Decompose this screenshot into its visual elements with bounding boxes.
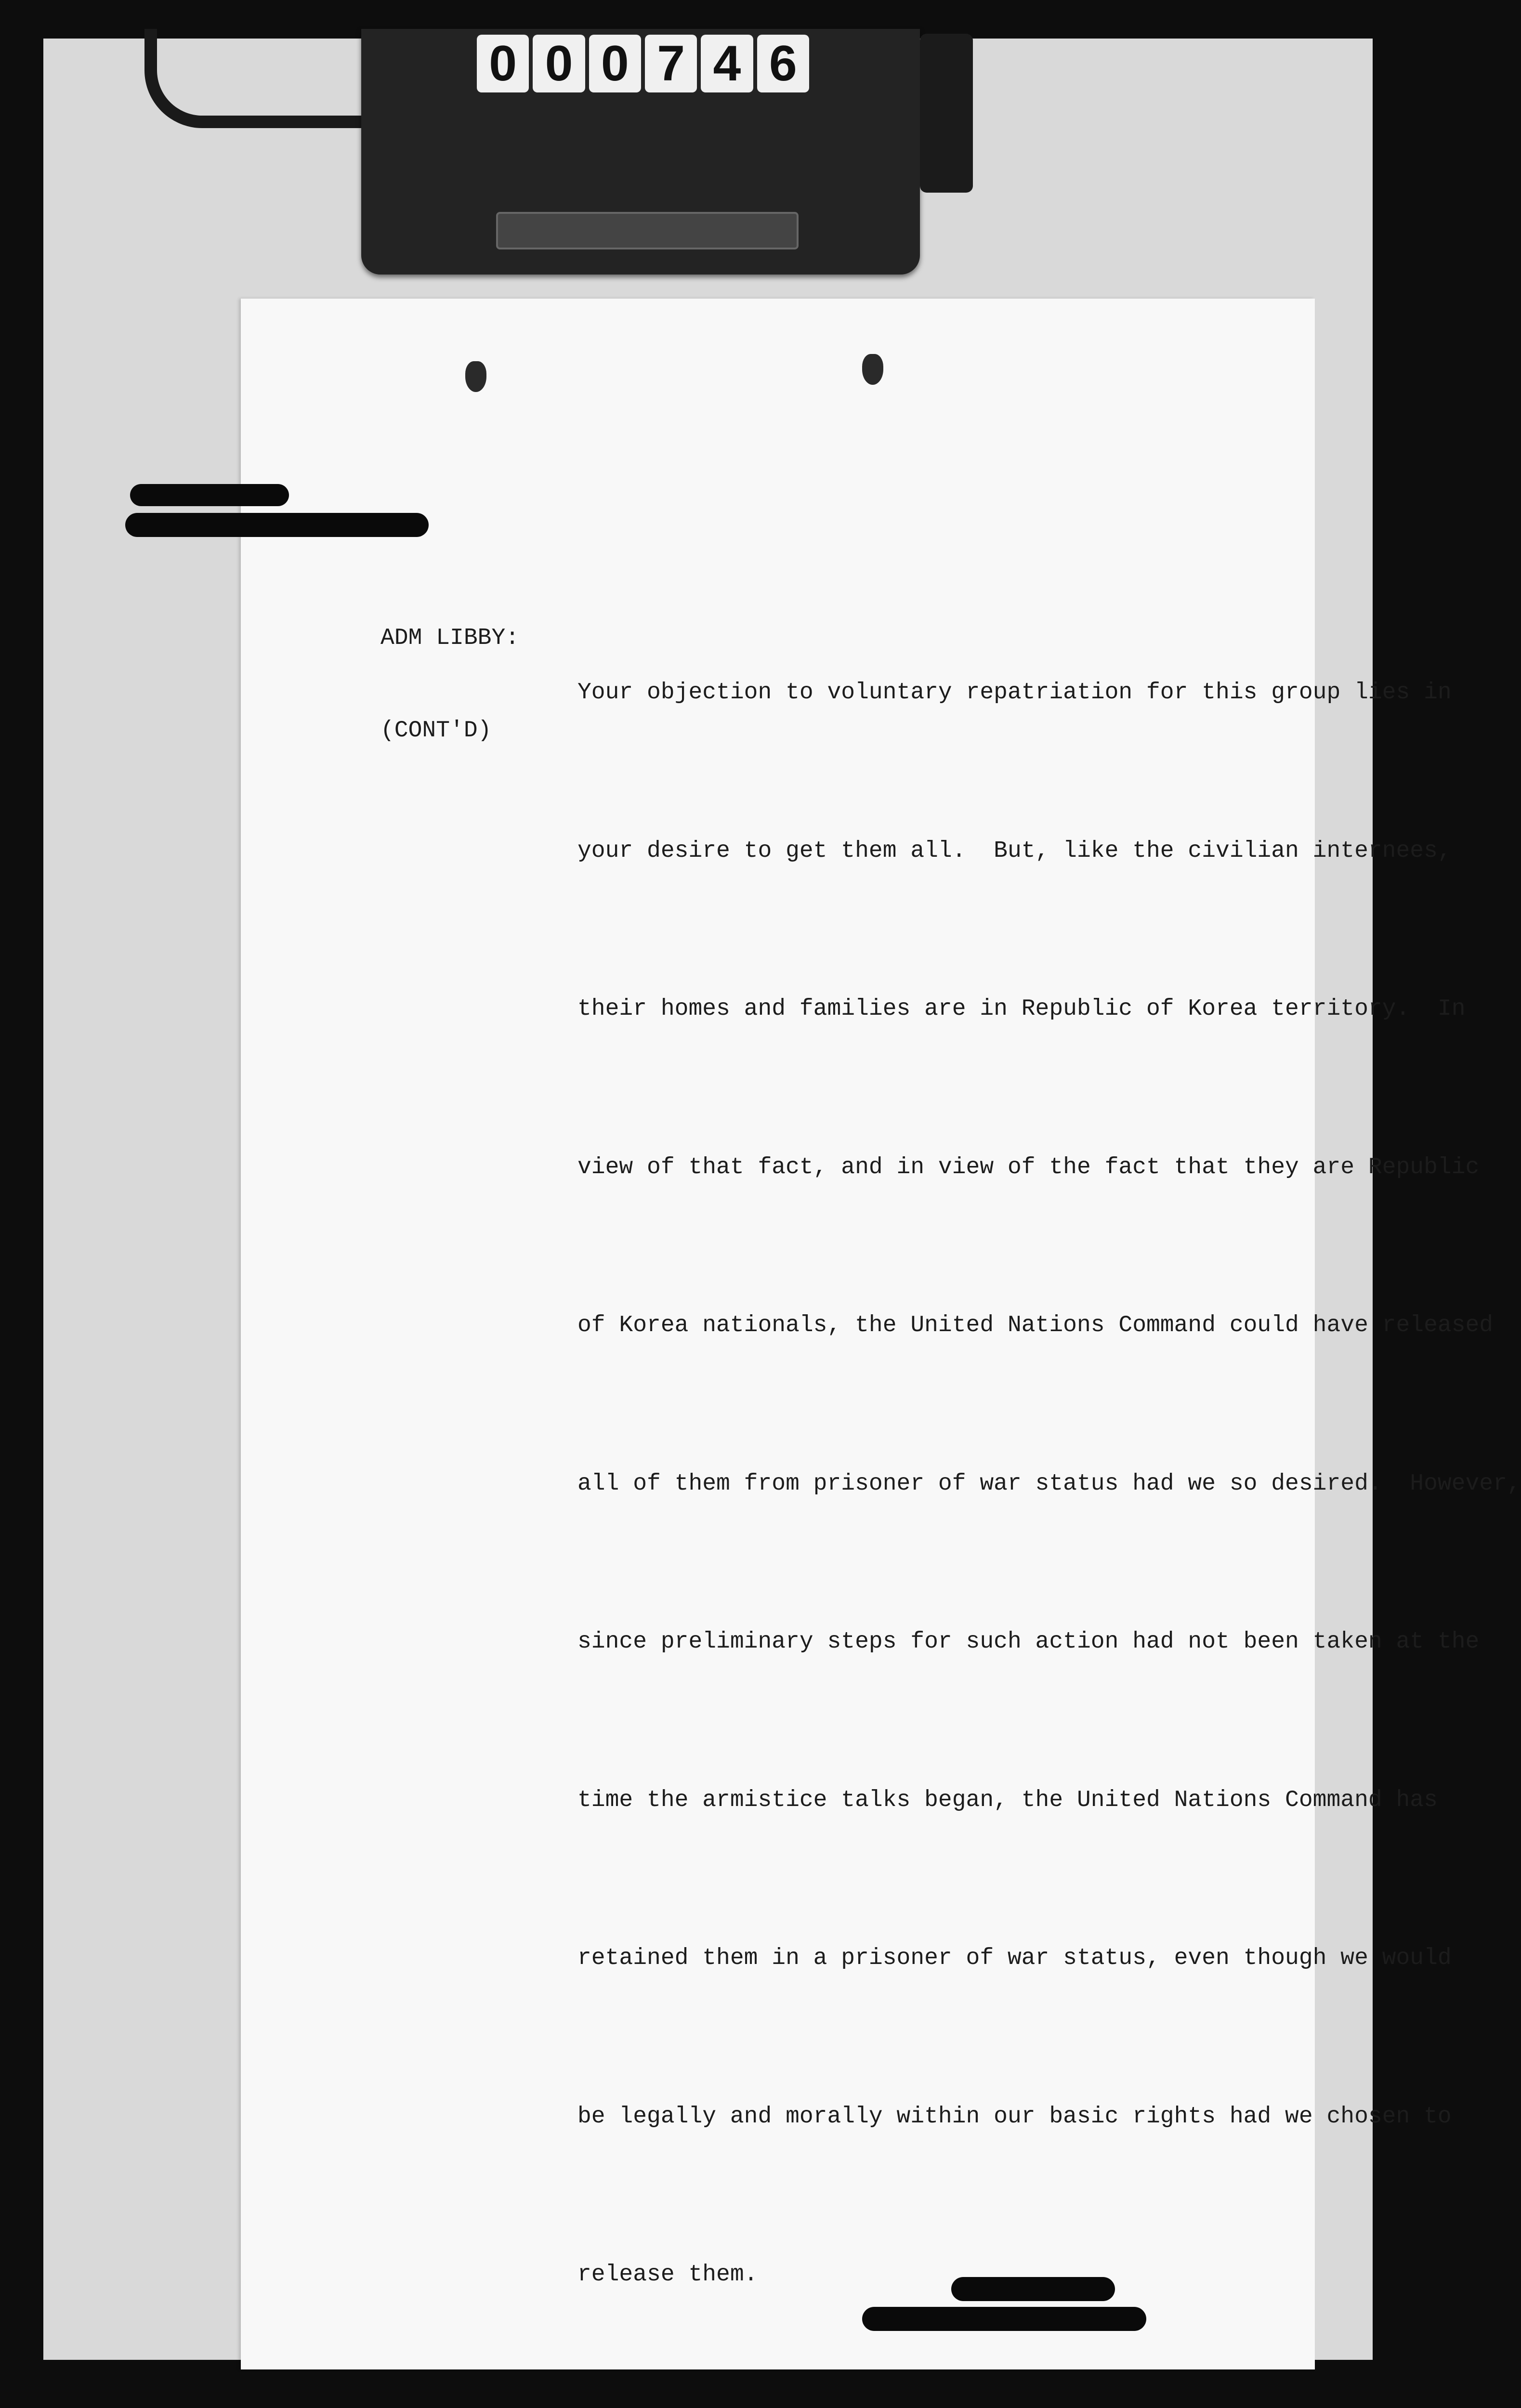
redaction-mark xyxy=(130,484,289,506)
text-line: retained them in a prisoner of war status, even though we would xyxy=(577,1932,1473,1985)
text-line: time the armistice talks began, the United Nations Command has xyxy=(577,1774,1473,1827)
transcript-body xyxy=(577,561,1473,2408)
frame-counter xyxy=(477,35,809,92)
text-line: since preliminary steps for such action had not been taken at the xyxy=(577,1616,1473,1669)
text-line: view of that fact, and in view of the fact that they are Republic xyxy=(577,1141,1473,1194)
speaker-continued: (CONT'D) xyxy=(380,715,519,746)
punch-hole xyxy=(862,354,883,385)
speaker-name: ADM LIBBY: xyxy=(380,623,519,654)
counter-label-plate xyxy=(496,212,799,249)
text-line: be legally and morally within our basic rights had we chosen to xyxy=(577,2091,1473,2144)
text-line: your desire to get them all. But, like the civilian internees, xyxy=(577,825,1473,878)
text-line: release them. xyxy=(577,2249,1473,2302)
text-line: of Korea nationals, the United Nations Command could have released xyxy=(577,1299,1473,1352)
text-line: all of them from prisoner of war status had we so desired. However, xyxy=(577,1458,1473,1511)
redaction-mark xyxy=(862,2307,1146,2331)
text-line: Your objection to voluntary repatriation for this group lies in xyxy=(577,667,1473,720)
counter-digit: 0 xyxy=(533,35,585,92)
speaker-label xyxy=(380,561,519,808)
redaction-mark xyxy=(125,513,429,537)
document-page xyxy=(241,299,1315,2369)
counter-digit: 0 xyxy=(477,35,529,92)
counter-digit: 0 xyxy=(589,35,641,92)
punch-hole xyxy=(465,361,486,392)
counter-digit: 6 xyxy=(757,35,809,92)
counter-digit: 4 xyxy=(701,35,753,92)
text-line: their homes and families are in Republic of Korea territory. In xyxy=(577,983,1473,1036)
counter-digit: 7 xyxy=(645,35,697,92)
redaction-mark xyxy=(951,2277,1115,2301)
counter-knob xyxy=(920,34,973,193)
